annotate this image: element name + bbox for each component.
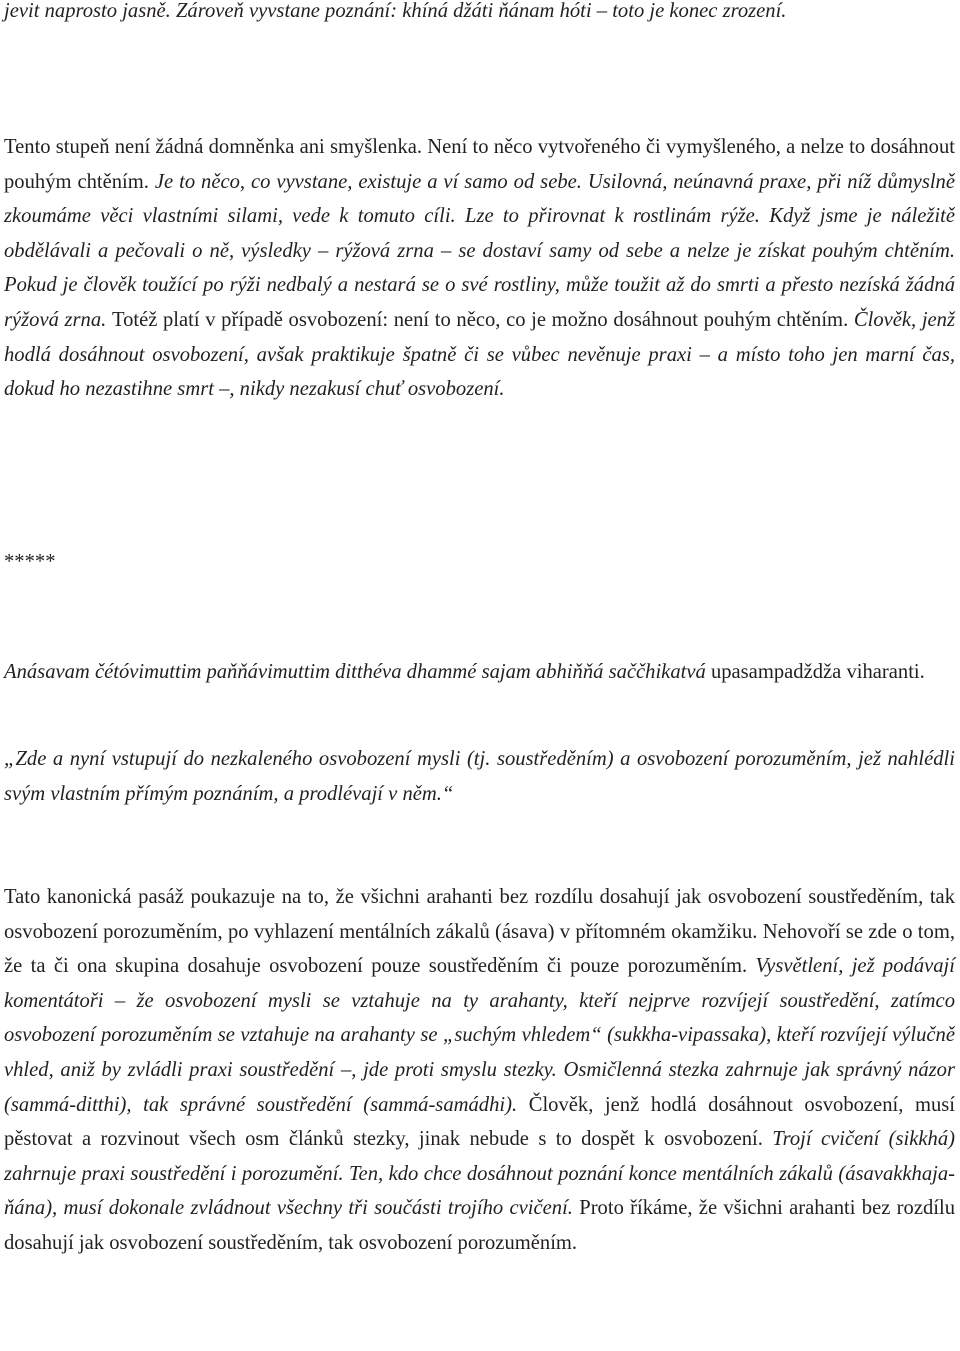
commentary-text-upright-1: Tato kanonická pasáž poukazuje na to, že všichni arahanti bez rozdílu dosahují jak osvobození soustředěním, tak osvobození porozuměním, po vyhlazení mentálních zákalů (ásava) v přítomném okamžiku. Nehovoří se zde o tom, že ta či ona skupina dosahuje osvobození pouze soustředěním či pouze porozuměním. xyxy=(4,886,955,978)
pali-text-upright: upasampadždža viharanti. xyxy=(710,661,925,683)
main-text-upright-1: Tento stupeň není žádná domněnka ani smyšlenka. Není to něco vytvořeného či vymyšleného, a nelze to dosáhnout pouhým chtěním. xyxy=(4,136,955,193)
pali-text-italic: Anásavam čétóvimuttim paňňávimuttim ditthéva dhammé sajam abhiňňá saččhikatvá xyxy=(4,661,711,683)
intro-text: jevit naprosto jasně. Zároveň vyvstane poznání: khíná džáti ňánam hóti – toto je konec zrození. xyxy=(4,0,787,22)
main-text-upright-2: Totéž platí v případě osvobození: není to něco, co je možno dosáhnout pouhým chtěním. xyxy=(111,308,854,331)
section-separator: ***** xyxy=(4,551,56,573)
commentary-text-upright-3: Proto říkáme, že všichni arahanti bez rozdílu dosahují jak osvobození soustředěním, tak osvobození porozuměním. xyxy=(4,1197,955,1254)
commentary-text-italic-1: Vysvětlení, jež podávají komentátoři – že osvobození mysli se vztahuje na ty arahanty, kteří nejprve rozvíjejí soustředění, zatímco osvobození porozuměním se vztahuje na arahanty se „suchým vhledem“ (sukkha-vipassaka), kteří rozvíjejí výlučně vhled, aniž by zvládli praxi soustředění –, jde proti smyslu stezky. Osmičlenná stezka zahrnuje jak správný názor (sammá-ditthi), tak správné soustředění (sammá-samádhi). xyxy=(4,955,955,1116)
quote-text: „Zde a nyní vstupují do nezkaleného osvobození mysli (tj. soustředěním) a osvobození porozuměním, jež nahlédli svým vlastním přímým poznáním, a prodlévají v něm.“ xyxy=(4,748,955,805)
intro-paragraph xyxy=(4,0,955,29)
main-text-italic-1: Je to něco, co vyvstane, existuje a ví samo od sebe. Usilovná, neúnavná praxe, při níž důmyslně zkoumáme věci vlastními silami, vede k tomuto cíli. Lze to přirovnat k rostlinám rýže. Když jsme je náležitě obdělávali a pečovali o ně, výsledky – rýžová zrna – se dostaví samy od sebe a nelze je získat pouhým chtěním. Pokud je člověk toužící po rýži nedbalý a nestará se o své rostliny, může toužit až do smrti a přesto nezíská žádná rýžová zrna. xyxy=(4,170,955,331)
commentary-text-upright-2: Člověk, jenž hodlá dosáhnout osvobození, musí pěstovat a rozvinout všech osm článků stezky, jinak nebude s to dospět k osvobození. xyxy=(4,1093,956,1151)
translation-quote xyxy=(4,742,955,811)
main-text-italic-2: Člověk, jenž hodlá dosáhnout osvobození, avšak praktikuje špatně či se vůbec nevěnuje praxi – a místo toho jen marní čas, dokud ho nezastihne smrt –, nikdy nezakusí chuť osvobození. xyxy=(4,308,955,401)
main-paragraph xyxy=(4,130,955,407)
commentary-text-italic-2: Trojí cvičení (sikkhá) zahrnuje praxi soustředění i porozumění. Ten, kdo chce dosáhnout poznání konce mentálních zákalů (ásavakkhaja-ňána), musí dokonale zvládnout všechny tři součásti trojího cvičení. xyxy=(4,1128,955,1220)
pali-verse xyxy=(4,655,955,690)
commentary-paragraph xyxy=(4,880,955,1261)
